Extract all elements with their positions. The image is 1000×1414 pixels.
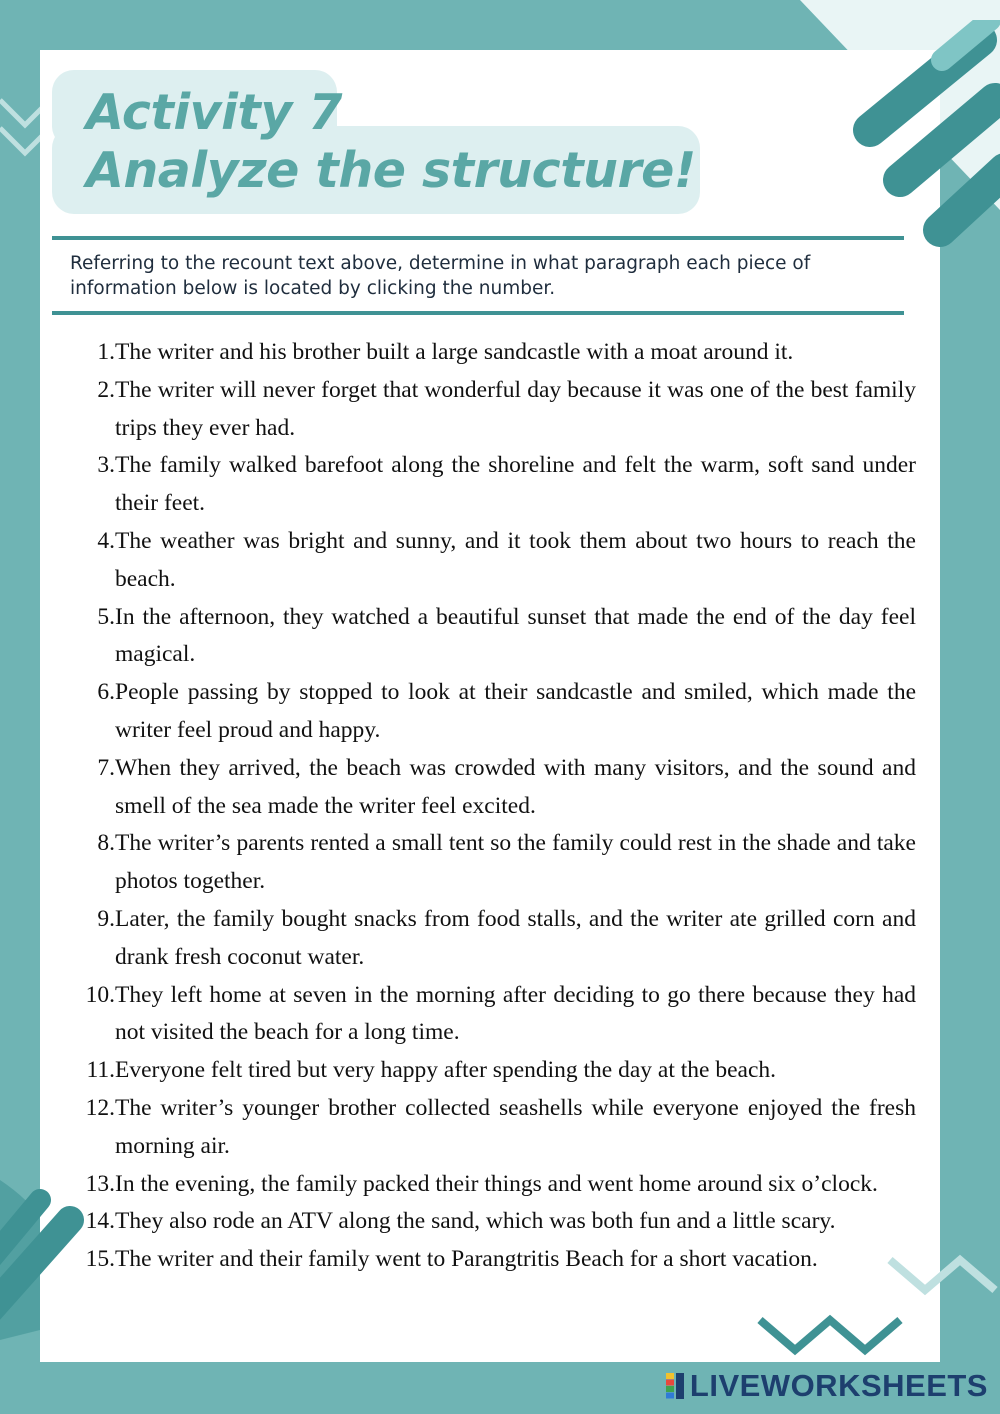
activity-number: Activity 7 xyxy=(86,84,342,141)
question-item xyxy=(76,1203,916,1241)
question-number[interactable]: 7. xyxy=(97,754,115,781)
question-item xyxy=(76,1241,916,1279)
divider-top xyxy=(52,236,904,240)
question-text: The writer will never forget that wonderful day because it was one of the best family trips they ever had. xyxy=(115,376,916,441)
question-item xyxy=(76,1166,916,1204)
brand-name: LIVEWORKSHEETS xyxy=(689,1368,988,1403)
question-text: People passing by stopped to look at their sandcastle and smiled, which made the writer feel proud and happy. xyxy=(115,679,916,743)
question-number[interactable]: 14. xyxy=(85,1208,115,1235)
question-text: The writer’s parents rented a small tent so the family could rest in the shade and take photos together. xyxy=(115,830,916,895)
question-item xyxy=(76,599,916,675)
question-item xyxy=(76,447,916,523)
question-item xyxy=(76,674,916,750)
activity-title xyxy=(86,84,696,200)
question-text: The family walked barefoot along the shoreline and felt the warm, soft sand under their feet. xyxy=(115,452,916,517)
liveworksheets-brand xyxy=(666,1368,988,1404)
question-item xyxy=(76,334,916,372)
question-number[interactable]: 4. xyxy=(97,527,115,554)
question-item xyxy=(76,750,916,826)
question-number[interactable]: 10. xyxy=(85,981,115,1008)
question-item xyxy=(76,977,916,1053)
instructions-text: Referring to the recount text above, determine in what paragraph each piece of information below is located by clicking the number. xyxy=(70,253,811,299)
question-list xyxy=(76,334,916,1279)
activity-heading: Analyze the structure! xyxy=(86,142,696,199)
question-item xyxy=(76,372,916,448)
question-number[interactable]: 11. xyxy=(86,1057,115,1084)
question-item xyxy=(76,1090,916,1166)
right-stripes-decoration xyxy=(830,20,1000,280)
question-number[interactable]: 9. xyxy=(97,905,115,932)
question-text: Everyone felt tired but very happy after spending the day at the beach. xyxy=(115,1057,777,1084)
question-item xyxy=(76,1052,916,1090)
question-text: In the evening, the family packed their things and went home around six o’clock. xyxy=(115,1170,878,1197)
question-number[interactable]: 6. xyxy=(97,679,115,706)
question-item xyxy=(76,523,916,599)
question-text: The writer and his brother built a large sandcastle with a moat around it. xyxy=(115,339,794,365)
question-number[interactable]: 5. xyxy=(97,603,115,630)
question-item xyxy=(76,901,916,977)
divider-bottom xyxy=(52,311,904,315)
question-text: The writer’s younger brother collected seashells while everyone enjoyed the fresh morning air. xyxy=(115,1094,916,1159)
question-number[interactable]: 8. xyxy=(97,830,115,857)
question-number[interactable]: 3. xyxy=(97,452,115,479)
question-number[interactable]: 1. xyxy=(97,339,115,365)
question-text: Later, the family bought snacks from food stalls, and the writer ate grilled corn and drank fresh coconut water. xyxy=(115,905,916,970)
question-number[interactable]: 13. xyxy=(85,1170,115,1197)
question-text: When they arrived, the beach was crowded with many visitors, and the sound and smell of the sea made the writer feel excited. xyxy=(115,754,916,819)
question-number[interactable]: 12. xyxy=(85,1094,115,1121)
question-text: They left home at seven in the morning after deciding to go there because they had not visited the beach for a long time. xyxy=(115,981,916,1046)
question-text: The weather was bright and sunny, and it took them about two hours to reach the beach. xyxy=(115,527,916,592)
question-number[interactable]: 15. xyxy=(85,1246,115,1273)
question-text: They also rode an ATV along the sand, which was both fun and a little scary. xyxy=(115,1208,836,1235)
liveworksheets-logo-icon xyxy=(666,1373,684,1399)
question-text: The writer and their family went to Parangtritis Beach for a short vacation. xyxy=(115,1246,818,1273)
question-item xyxy=(76,825,916,901)
question-text: In the afternoon, they watched a beautiful sunset that made the end of the day feel magical. xyxy=(115,603,916,668)
question-number[interactable]: 2. xyxy=(97,376,115,403)
